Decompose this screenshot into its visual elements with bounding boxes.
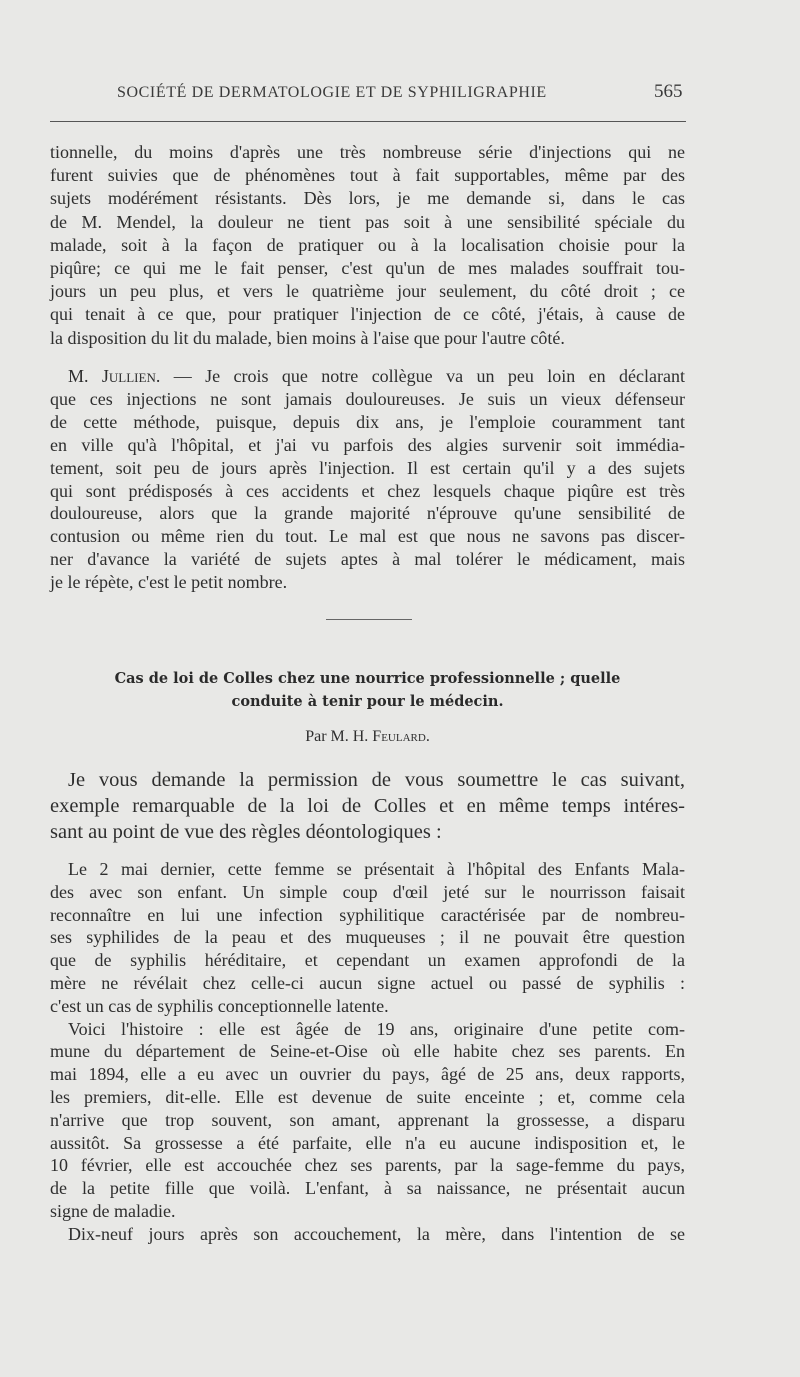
text-line: aussitôt. Sa grossesse a été parfaite, elle n'a eu aucune indisposition et, le bbox=[50, 1132, 685, 1153]
text-line: des avec son enfant. Un simple coup d'œil jeté sur le nourrisson faisait bbox=[50, 881, 685, 902]
article-body bbox=[50, 858, 685, 1246]
byline-prefix: Par M. H. bbox=[305, 728, 373, 745]
article-title bbox=[50, 667, 685, 713]
text-line: sant au point de vue des règles déontologiques : bbox=[50, 821, 442, 843]
text-line: tement, soit peu de jours après l'injection. Il est certain qu'il y a des sujets bbox=[50, 457, 685, 478]
text-line: ner d'avance la variété de sujets aptes à mal tolérer le médicament, mais bbox=[50, 549, 685, 570]
article-intro bbox=[50, 767, 685, 845]
text-line: de M. Mendel, la douleur ne tient pas soit à une sensibilité spéciale du bbox=[50, 211, 685, 232]
text-line: mai 1894, elle a eu avec un ouvrier du pays, âgé de 25 ans, deux rapports, bbox=[50, 1064, 685, 1085]
speaker-prefix: M. bbox=[68, 366, 102, 386]
text-line: qui sont prédisposés à ces accidents et chez lesquels chaque piqûre est très bbox=[50, 480, 685, 501]
text-line bbox=[50, 365, 685, 388]
byline-suffix: . bbox=[425, 728, 430, 745]
text-line: de la petite fille que voilà. L'enfant, à sa naissance, ne présentait aucun bbox=[50, 1178, 685, 1199]
byline-author: Feulard bbox=[372, 728, 426, 745]
text-line: ses syphilides de la peau et des muqueuses ; il ne pouvait être question bbox=[50, 927, 685, 948]
text-line: la disposition du lit du malade, bien moins à l'aise que pour l'autre côté. bbox=[50, 327, 565, 348]
text-line: qui tenait à ce que, pour pratiquer l'injection de ce côté, j'étais, à cause de bbox=[50, 304, 685, 325]
line-rest: . — Je crois que notre collègue va un peu loin en déclarant bbox=[155, 366, 685, 386]
title-line: conduite à tenir pour le médecin. bbox=[231, 693, 504, 710]
text-line: piqûre; ce qui me le fait penser, c'est qu'un de mes malades souffrait tou- bbox=[50, 258, 685, 279]
text-line: signe de maladie. bbox=[50, 1200, 176, 1221]
text-line: 10 février, elle est accouchée chez ses parents, par la sage-femme du pays, bbox=[50, 1155, 685, 1176]
text-line: que de syphilis héréditaire, et cependant un examen approfondi de la bbox=[50, 950, 685, 971]
text-line: je le répète, c'est le petit nombre. bbox=[50, 572, 288, 593]
text-line: contusion ou même rien du tout. Le mal est que nous ne savons pas discer- bbox=[50, 526, 685, 547]
text-line: que ces injections ne sont jamais douloureuses. Je suis un vieux défenseur bbox=[50, 388, 685, 409]
text-line: de cette méthode, puisque, depuis dix ans, je l'emploie couramment tant bbox=[50, 411, 685, 432]
text-line: mère ne révélait chez celle-ci aucun signe actuel ou passé de syphilis : bbox=[50, 972, 685, 993]
text-line: Le 2 mai dernier, cette femme se présentait à l'hôpital des Enfants Mala- bbox=[68, 859, 685, 879]
speaker-name: Jullien bbox=[101, 366, 156, 386]
section-separator bbox=[326, 619, 412, 620]
paragraph-continued bbox=[50, 141, 685, 350]
text-line: jours un peu plus, et vers le quatrième jour seulement, du côté droit ; ce bbox=[50, 281, 685, 302]
text-line: Je vous demande la permission de vous soumettre le cas suivant, bbox=[68, 769, 685, 791]
text-line: les premiers, dit-elle. Elle est devenue de suite enceinte ; et, comme cela bbox=[50, 1086, 685, 1107]
text-line: furent suivies que de phénomènes tout à fait supportables, même par des bbox=[50, 165, 685, 186]
text-line: Voici l'histoire : elle est âgée de 19 ans, originaire d'une petite com- bbox=[68, 1018, 685, 1039]
page-number: 565 bbox=[654, 81, 683, 102]
text-line: n'arrive que trop souvent, son amant, apprenant la grossesse, a disparu bbox=[50, 1109, 685, 1130]
article-byline bbox=[50, 728, 685, 746]
text-line: c'est un cas de syphilis conceptionnelle latente. bbox=[50, 995, 389, 1016]
text-line: mune du département de Seine-et-Oise où elle habite chez ses parents. En bbox=[50, 1041, 685, 1062]
title-line: Cas de loi de Colles chez une nourrice professionnelle ; quelle bbox=[114, 670, 621, 687]
text-line: reconnaître en lui une infection syphilitique caractérisée par de nombreu- bbox=[50, 904, 685, 925]
paragraph-jullien bbox=[50, 365, 685, 594]
text-line: tionnelle, du moins d'après une très nombreuse série d'injections qui ne bbox=[50, 142, 685, 162]
text-line: malade, soit à la façon de pratiquer ou à la localisation choisie pour la bbox=[50, 234, 685, 255]
header-rule bbox=[50, 121, 686, 122]
text-line: exemple remarquable de la loi de Colles et en même temps intéres- bbox=[50, 795, 685, 817]
text-line: sujets modérément résistants. Dès lors, je me demande si, dans le cas bbox=[50, 188, 685, 209]
text-line: en ville qu'à l'hôpital, et j'ai vu parfois des algies survenir soit immédia- bbox=[50, 434, 685, 455]
text-line: Dix-neuf jours après son accouchement, la mère, dans l'intention de se bbox=[68, 1223, 685, 1244]
text-line: douloureuse, alors que la grande majorité n'éprouve qu'une sensibilité de bbox=[50, 503, 685, 524]
running-head: SOCIÉTÉ DE DERMATOLOGIE ET DE SYPHILIGRAPHIE bbox=[117, 84, 547, 101]
